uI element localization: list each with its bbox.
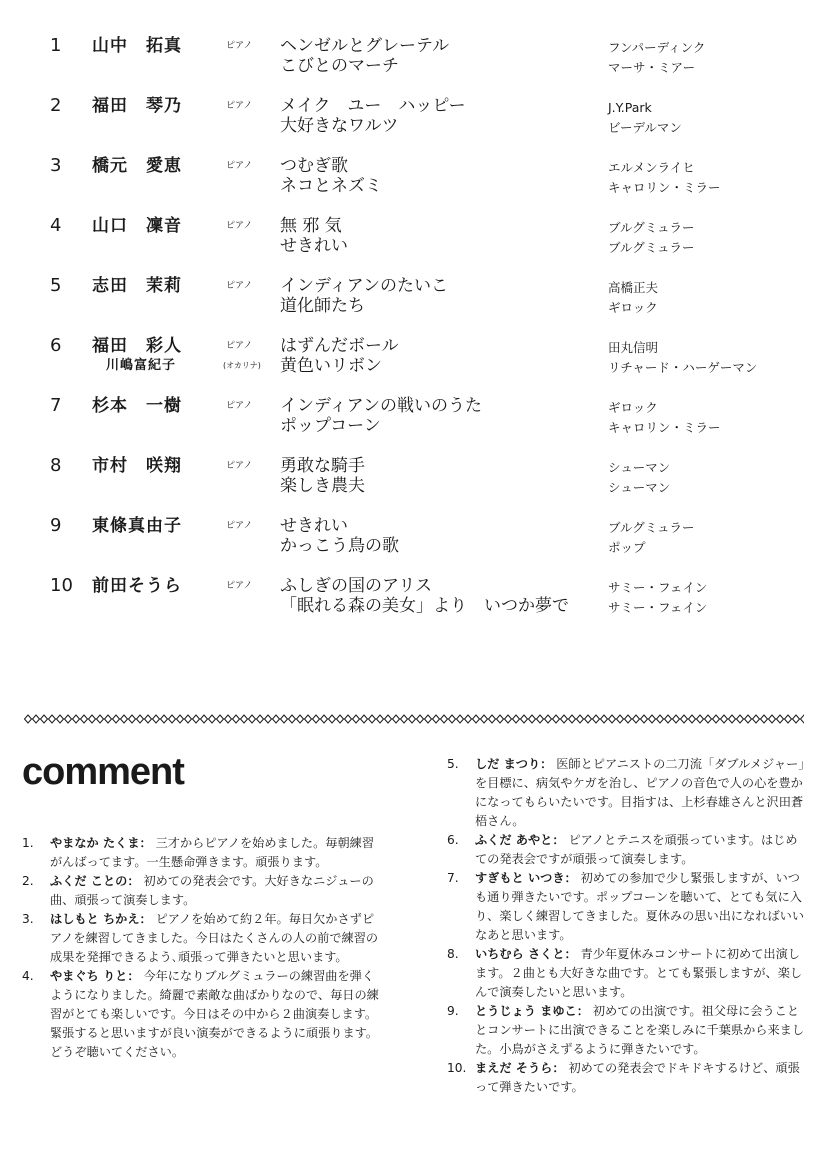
performer-name-secondary: 川嶋富紀子: [106, 358, 177, 373]
piece-title-2: 楽しき農夫: [280, 476, 365, 496]
comments-left-column: [22, 834, 382, 1062]
performer-name: 杉本 一樹: [92, 396, 182, 416]
performer-number: 9: [50, 515, 62, 536]
comment-name: やまなか たくま：: [50, 836, 152, 850]
performer-number: 3: [50, 155, 62, 176]
comment-item: [447, 1002, 807, 1059]
piece-title-1: つむぎ歌: [280, 156, 348, 176]
program-row: [0, 96, 827, 146]
performer-number: 1: [50, 35, 62, 56]
comment-item: [447, 1059, 807, 1097]
piece-title-2: 「眠れる森の美女」より いつか夢で: [280, 596, 569, 616]
composer-1: 高橋正夫: [608, 280, 659, 295]
composer-1: ブルグミュラー: [608, 520, 695, 535]
composer-2: ビーデルマン: [608, 120, 682, 135]
piece-title-2: 大好きなワルツ: [280, 116, 399, 136]
comment-number: 9.: [447, 1004, 459, 1018]
comment-text: 初めての参加で少し緊張しますが、いつも通り弾きたいです。ポップコーンを聴いて、とても気に入り、楽しく練習してきました。夏休みの思い出になればいいなあと思います。: [475, 871, 805, 942]
comment-item: [447, 869, 807, 945]
performer-name: 山中 拓真: [92, 36, 182, 56]
instrument-label: ピアノ: [226, 461, 253, 471]
program-row: [0, 156, 827, 206]
piece-title-1: せきれい: [280, 516, 348, 536]
instrument-label: ピアノ: [226, 341, 253, 351]
comments-right-column: [447, 755, 807, 1097]
comment-number: 3.: [22, 912, 34, 926]
performer-name: 市村 咲翔: [92, 456, 182, 476]
instrument-label: ピアノ: [226, 221, 253, 231]
performer-number: 6: [50, 335, 62, 356]
composer-1: エルメンライヒ: [608, 160, 695, 175]
piece-title-2: 黄色いリボン: [280, 356, 382, 376]
comment-item: [22, 872, 382, 910]
comment-item: [22, 910, 382, 967]
instrument-label: ピアノ: [226, 41, 253, 51]
program-row: [0, 396, 827, 446]
performer-number: 7: [50, 395, 62, 416]
piece-title-2: せきれい: [280, 236, 348, 256]
program-row: [0, 516, 827, 566]
piece-title-1: ヘンゼルとグレーテル: [280, 36, 450, 56]
comment-text: ピアノを始めて約２年。毎日欠かさずピアノを練習してきました。今日はたくさんの人の前で練習の成果を発揮できるよう､頑張って弾きたいと思います。: [50, 912, 379, 964]
piece-title-2: ポップコーン: [280, 416, 381, 436]
piece-title-1: 勇敢な騎手: [280, 456, 365, 476]
comment-text: 初めての発表会です。大好きなニジューの曲、頑張って演奏します。: [50, 874, 374, 907]
comment-text: 医師とピアニストの二刀流「ダブルメジャー」を目標に、病気やケガを治し、ピアノの音色で人の心を豊かになってもらいたいです。目指すは、上杉春雄さんと沢田蒼梧さん。: [475, 757, 805, 828]
composer-2: ポップ: [608, 540, 646, 555]
piece-title-1: メイク ユー ハッピー: [280, 96, 466, 116]
comment-name: とうじょう まゆこ：: [475, 1004, 589, 1018]
composer-1: J.Y.Park: [608, 100, 652, 115]
instrument-label: ピアノ: [226, 161, 253, 171]
instrument-label: ピアノ: [226, 101, 253, 111]
comment-name: ふくだ あやと：: [475, 833, 565, 847]
composer-2: キャロリン・ミラー: [608, 180, 721, 195]
program-row: [0, 456, 827, 506]
comment-name: まえだ そうら：: [475, 1061, 565, 1075]
composer-1: ブルグミュラー: [608, 220, 695, 235]
piece-title-1: 無 邪 気: [280, 216, 342, 236]
comment-text: 初めての出演です。祖父母に会うこととコンサートに出演できることを楽しみに千葉県から来ました。小鳥がさえずるように弾きたいです。: [475, 1004, 805, 1056]
composer-1: 田丸信明: [608, 340, 659, 355]
program-row: [0, 36, 827, 86]
comment-number: 10.: [447, 1061, 467, 1075]
comment-name: ふくだ ことの：: [50, 874, 140, 888]
performer-number: 4: [50, 215, 62, 236]
instrument-label: ピアノ: [226, 281, 253, 291]
program-row: [0, 216, 827, 266]
comment-number: 4.: [22, 969, 34, 983]
comment-text: 今年になりブルグミュラーの練習曲を弾くようになりました。綺麗で素敵な曲ばかりなので、毎日の練習がとても楽しいです。今日はその中から２曲演奏します。緊張すると思いますが良い演奏ができるように頑張ります。どうぞ聴いてください。: [50, 969, 379, 1059]
instrument-label-secondary: (オカリナ): [223, 361, 261, 370]
comment-name: はしもと ちかえ：: [50, 912, 152, 926]
performer-name: 福田 琴乃: [92, 96, 182, 116]
composer-2: ギロック: [608, 300, 658, 315]
performer-number: 5: [50, 275, 62, 296]
comment-number: 8.: [447, 947, 459, 961]
composer-2: シューマン: [608, 480, 671, 495]
piece-title-1: ふしぎの国のアリス: [280, 576, 432, 596]
composer-2: リチャード・ハーゲーマン: [608, 360, 758, 375]
piece-title-2: こびとのマーチ: [280, 56, 399, 76]
composer-2: ブルグミュラー: [608, 240, 695, 255]
performer-name: 前田そうら: [92, 576, 182, 596]
performer-number: 2: [50, 95, 62, 116]
piece-title-1: インディアンのたいこ: [280, 276, 448, 296]
comment-text: ピアノとテニスを頑張っています。はじめての発表会ですが頑張って演奏します。: [475, 833, 798, 866]
comment-heading: comment: [22, 751, 184, 793]
piece-title-2: かっこう鳥の歌: [280, 536, 399, 556]
comment-number: 2.: [22, 874, 34, 888]
comment-item: [447, 755, 807, 831]
performer-name: 志田 茉莉: [92, 276, 182, 296]
composer-1: シューマン: [608, 460, 671, 475]
comment-item: [447, 945, 807, 1002]
comment-number: 7.: [447, 871, 459, 885]
composer-1: フンパーディンク: [608, 40, 706, 55]
composer-2: サミー・フェイン: [608, 600, 708, 615]
instrument-label: ピアノ: [226, 581, 253, 591]
comment-item: [22, 834, 382, 872]
composer-1: サミー・フェイン: [608, 580, 708, 595]
instrument-label: ピアノ: [226, 401, 253, 411]
comment-number: 1.: [22, 836, 34, 850]
comment-number: 5.: [447, 757, 459, 771]
composer-2: キャロリン・ミラー: [608, 420, 721, 435]
piece-title-2: 道化師たち: [280, 296, 365, 316]
diamond-divider: [24, 713, 804, 725]
performer-number: 10: [50, 575, 73, 596]
comment-item: [22, 967, 382, 1062]
instrument-label: ピアノ: [226, 521, 253, 531]
comment-text: 初めての発表会でドキドキするけど、頑張って弾きたいです。: [475, 1061, 800, 1094]
comment-item: [447, 831, 807, 869]
piece-title-1: インディアンの戦いのうた: [280, 396, 482, 416]
comment-name: いちむら さくと：: [475, 947, 577, 961]
comment-number: 6.: [447, 833, 459, 847]
comment-name: すぎもと いつき：: [475, 871, 577, 885]
program-row: [0, 276, 827, 326]
comment-text: 三才からピアノを始めました。毎朝練習がんばってます。一生懸命弾きます。頑張ります。: [50, 836, 375, 869]
piece-title-2: ネコとネズミ: [280, 176, 382, 196]
performer-name: 山口 凜音: [92, 216, 182, 236]
comment-name: やまぐち りと：: [50, 969, 140, 983]
composer-1: ギロック: [608, 400, 658, 415]
program-row: [0, 576, 827, 626]
performer-name: 橋元 愛恵: [92, 156, 182, 176]
performer-name: 福田 彩人: [92, 336, 182, 356]
comment-name: しだ まつり：: [475, 757, 553, 771]
performer-name: 東條真由子: [92, 516, 182, 536]
composer-2: マーサ・ミアー: [608, 60, 696, 75]
program-row: [0, 336, 827, 386]
piece-title-1: はずんだボール: [280, 336, 399, 356]
performer-number: 8: [50, 455, 62, 476]
comment-text: 青少年夏休みコンサートに初めて出演します。２曲とも大好きな曲です。とても緊張しますが、楽しんで演奏したいと思います。: [475, 947, 803, 999]
